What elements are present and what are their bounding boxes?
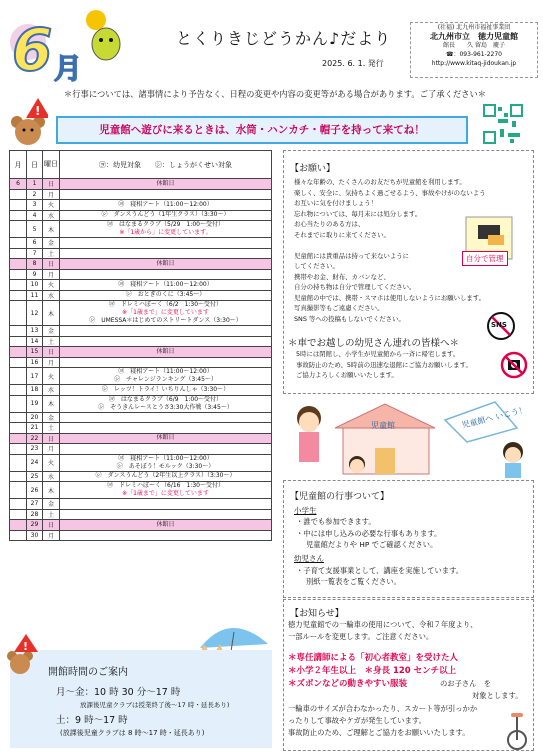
month-cell (10, 221, 27, 238)
hours-saturday: 土：9 時～17 時 (56, 715, 128, 726)
weekday-cell: 金 (43, 412, 60, 423)
weekday-cell: 日 (43, 520, 60, 531)
event-cell (60, 248, 272, 259)
weekday-cell: 金 (43, 499, 60, 510)
request-line: 児童館の中では、携帯・スマホは使用しないようにお願いします。 (294, 293, 486, 302)
calendar-row (10, 357, 272, 368)
events-box (283, 480, 534, 598)
event-item: 休館日 (156, 259, 175, 267)
day-cell: 15 (27, 347, 43, 358)
calendar-row (10, 368, 272, 385)
no-sns-icon (486, 311, 516, 341)
event-item: ㋵ 寝相アート（11:00～12:00） (118, 454, 213, 462)
month-cell (10, 200, 27, 211)
hours-title: 開館時間のご案内 (48, 667, 128, 678)
event-cell (60, 280, 272, 291)
day-cell: 8 (27, 259, 43, 270)
event-cell (60, 347, 272, 358)
tel: ☎：093-961-2270 (446, 51, 502, 58)
calendar-row (10, 530, 272, 541)
month-cell (10, 336, 27, 347)
event-item: ㋛ あそぼう！モルック（3:30～） (116, 462, 215, 470)
news-cond2: ＊小学２年生以上 ＊身長 120 センチ以上 (288, 666, 457, 676)
calendar-row (10, 189, 272, 200)
event-cell (60, 326, 272, 337)
day-cell: 28 (27, 509, 43, 520)
weekday-cell: 水 (43, 290, 60, 301)
event-cell (60, 269, 272, 280)
month-logo (6, 6, 126, 86)
weekday-cell: 火 (43, 454, 60, 471)
day-cell: 27 (27, 499, 43, 510)
month-cell (10, 444, 27, 455)
event-cell (60, 221, 272, 238)
event-cell (60, 259, 272, 270)
request-line: 楽しく、安全に、気持ちよく過ごせるよう、事故やけがのないよう (294, 188, 486, 197)
month-cell (10, 259, 27, 270)
day-cell: 7 (27, 248, 43, 259)
calendar-row (10, 210, 272, 221)
event-cell (60, 189, 272, 200)
event-cell (60, 412, 272, 423)
request-title: 【お願い】 (290, 164, 336, 174)
month-cell (10, 471, 27, 482)
event-item: 休館日 (156, 520, 175, 528)
month-cell (10, 412, 27, 423)
event-cell (60, 179, 272, 190)
month-cell (10, 395, 27, 412)
event-item: ㋵ はなまるクラブ（5/29 1:00～受付） (107, 221, 224, 228)
news-l3: 一輪車のサイズが合わなかったり、スカート等が引っかか (288, 704, 478, 713)
weekday-cell: 月 (43, 357, 60, 368)
day-cell: 5 (27, 221, 43, 238)
qr-code-icon[interactable] (482, 103, 524, 145)
event-item: ㋵ 寝相アート（11:00～12:00） (118, 368, 213, 375)
event-item: ㋵ はなまるクラブ（6/9 1:00～受付） (108, 395, 223, 403)
day-cell: 24 (27, 454, 43, 471)
weekday-cell: 水 (43, 471, 60, 482)
events-b2: 別紙一覧表をご覧ください。 (306, 577, 401, 586)
calendar-row (10, 200, 272, 211)
calendar-row (10, 509, 272, 520)
month-cell (10, 509, 27, 520)
calendar-row (10, 238, 272, 249)
col-day: 日 (27, 151, 43, 179)
newsletter-title: とくりきじどうかん♪だより (176, 29, 392, 48)
day-cell: 26 (27, 482, 43, 499)
calendar-row (10, 336, 272, 347)
month-cell (10, 423, 27, 434)
event-cell (60, 210, 272, 221)
day-cell: 17 (27, 368, 43, 385)
day-cell: 19 (27, 395, 43, 412)
news-l4: ったりして事故やケガが発生しています。 (288, 716, 426, 725)
calendar-row (10, 444, 272, 455)
weekday-cell: 水 (43, 385, 60, 396)
schedule-notice: ＊行事については、諸事情により予告なく、日程の変更や内容の変更等がある場合があります。ご了承ください＊ (63, 89, 487, 99)
month-cell (10, 347, 27, 358)
month-cell (10, 530, 27, 541)
calendar-row (10, 482, 272, 499)
month-cell (10, 499, 27, 510)
weekday-cell: 火 (43, 368, 60, 385)
month-cell (10, 290, 27, 301)
events-baby-head: 幼児さん (294, 554, 324, 563)
calendar-row (10, 395, 272, 412)
event-note: ※「1歳まで」に変更しています (122, 309, 209, 316)
event-item: ㋛ ダンスうんどう（1年生クラス）（3:30～） (101, 211, 230, 219)
request-lines (294, 177, 486, 324)
org-sub: (社福) 北九州市福祉事業団 (437, 24, 511, 31)
event-item: 休館日 (156, 347, 175, 355)
event-item: ㋛ ぞうきんレースとうさ3:30大作戦（3:45～） (98, 403, 233, 411)
request-line: 自分の持ち物は自分で管理してください。 (294, 283, 416, 291)
month-cell (10, 210, 27, 221)
weekday-cell: 月 (43, 444, 60, 455)
car-title: ＊車でお越しの幼児さん連れの皆様へ＊ (288, 338, 460, 349)
calendar-row (10, 520, 272, 531)
news-cond3: ＊ズボンなどの動きやすい服装 (288, 679, 408, 689)
events-p3: 児童館だよりや HP でご確認ください。 (306, 540, 438, 549)
news-cond3b: のお子さん を (440, 679, 492, 688)
event-cell (60, 238, 272, 249)
request-line (294, 240, 486, 251)
event-cell (60, 482, 272, 499)
day-cell: 10 (27, 280, 43, 291)
event-cell (60, 471, 272, 482)
events-title: 【児童館の行事ついて】 (290, 492, 390, 502)
day-cell: 22 (27, 433, 43, 444)
url: http://www.kitaq-jidoukan.jp (431, 60, 517, 67)
weekday-cell: 木 (43, 395, 60, 412)
reminder-banner: 児童館へ遊びに来るときは、水筒・ハンカチ・帽子を持って来てね！ (56, 116, 468, 144)
month-cell (10, 385, 27, 396)
calendar-row (10, 259, 272, 270)
event-item: ㋛ レッツ！トライ！いちりんしゃ（3:30～） (101, 385, 230, 393)
car-line: ご協力よろしくお願いいたします。 (296, 371, 398, 379)
event-item: ㋛ ダンスうんどう（2年生以上クラス）（3:30～） (95, 472, 236, 480)
event-item: ㋛ チャレンジランキング（3:45～） (114, 376, 217, 383)
self-manage-badge: 自分で管理 (462, 251, 508, 266)
request-line: してください。 (294, 262, 339, 270)
event-cell (60, 454, 272, 471)
legend (60, 151, 272, 179)
request-line: それまでに取りに来てください。 (294, 230, 390, 239)
issue-date: 2025. 6. 1. 発行 (322, 59, 384, 68)
weekday-cell: 土 (43, 336, 60, 347)
event-item: 休館日 (156, 434, 175, 442)
news-l1: 徳力児童館での一輪車の使用について、令和７年度より、 (288, 620, 478, 629)
event-note: ※「1歳から」に変更しています。 (119, 229, 212, 236)
month-cell (10, 280, 27, 291)
day-cell: 4 (27, 210, 43, 221)
event-cell (60, 301, 272, 326)
org-info (410, 22, 538, 78)
calendar-row (10, 301, 272, 326)
day-cell: 2 (27, 189, 43, 200)
calendar-row (10, 280, 272, 291)
weekday-cell: 火 (43, 200, 60, 211)
day-cell: 3 (27, 200, 43, 211)
svg-text:月: 月 (54, 52, 83, 85)
weekday-cell: 土 (43, 423, 60, 434)
event-item: ㋵ ドレミハぼーく（6/2 1:30～受付） (108, 301, 223, 308)
weekday-cell: 木 (43, 482, 60, 499)
request-line: 児童館には貴重品は持って来ないように (294, 251, 410, 260)
request-line: 様々な年齢の、たくさんのお友だちが児童館を利用します。 (294, 178, 466, 186)
event-cell (60, 395, 272, 412)
calendar-row (10, 499, 272, 510)
svg-text:!: ! (23, 640, 29, 653)
building-sign: 児童館 (371, 421, 395, 430)
day-cell: 29 (27, 520, 43, 531)
weekday-cell: 日 (43, 347, 60, 358)
event-cell (60, 200, 272, 211)
calendar-row (10, 385, 272, 396)
calendar-row (10, 412, 272, 423)
weekday-cell: 金 (43, 326, 60, 337)
weekday-cell: 火 (43, 280, 60, 291)
month-cell (10, 368, 27, 385)
month-cell (10, 326, 27, 337)
day-cell: 6 (27, 238, 43, 249)
day-cell: 16 (27, 357, 43, 368)
day-cell: 23 (27, 444, 43, 455)
bear-alert-icon (4, 634, 38, 674)
unicycle-icon (502, 710, 532, 750)
event-cell (60, 433, 272, 444)
weekday-cell: 日 (43, 259, 60, 270)
event-cell (60, 290, 272, 301)
calendar-row (10, 221, 272, 238)
event-cell (60, 499, 272, 510)
day-cell: 9 (27, 269, 43, 280)
calendar-row (10, 290, 272, 301)
weekday-cell: 月 (43, 189, 60, 200)
day-cell: 25 (27, 471, 43, 482)
col-weekday: 曜日 (43, 151, 60, 179)
news-cond1: ＊専任講師による「初心者教室」を受けた人 (288, 653, 459, 663)
svg-text:6: 6 (12, 16, 53, 84)
car-lines (296, 349, 472, 381)
request-box (283, 150, 534, 394)
news-box (283, 599, 534, 751)
event-note: ※「1歳まで」に変更しています (122, 490, 209, 497)
weekday-cell: 日 (43, 179, 60, 190)
event-cell (60, 509, 272, 520)
event-item: ㋵ ドレミハぼーく（6/16 1:30～受付） (107, 482, 224, 489)
event-cell (60, 336, 272, 347)
calendar-row (10, 423, 272, 434)
request-line: お心当たりのある方は、 (294, 220, 365, 228)
day-cell: 20 (27, 412, 43, 423)
event-cell (60, 444, 272, 455)
month-cell (10, 269, 27, 280)
month-cell (10, 189, 27, 200)
event-cell (60, 368, 272, 385)
month-cell (10, 301, 27, 326)
calendar-table (9, 150, 272, 541)
events-p2: ・中には申し込みの必要な行事もあります。 (296, 529, 442, 538)
request-line: SNS 等への投稿もしないでください。 (294, 314, 405, 323)
children-illustration (285, 398, 535, 478)
news-l2: 一部ルールを変更します。ご注意ください。 (288, 632, 434, 641)
day-cell: 12 (27, 301, 43, 326)
event-item: 休館日 (156, 179, 175, 187)
car-line: 事故防止のため、5時前の迅速な退館にご協力お願いします。 (296, 360, 472, 369)
weekday-cell: 日 (43, 433, 60, 444)
opening-hours (10, 640, 272, 748)
day-cell: 11 (27, 290, 43, 301)
news-l5: 事故防止のため、ご理解とご協力をお願いいたします。 (288, 728, 470, 737)
weekday-cell: 木 (43, 221, 60, 238)
bear-icon (8, 96, 48, 146)
event-cell (60, 385, 272, 396)
events-primary-head: 小学生 (294, 506, 317, 515)
director: 館長 久 留島 慶子 (443, 42, 505, 49)
request-line: 写真撮影等もご遠慮ください。 (294, 304, 384, 312)
org-name: 北九州市立 徳力児童館 (430, 32, 518, 41)
col-month: 月 (10, 151, 27, 179)
month-cell (10, 238, 27, 249)
svg-text:!: ! (35, 104, 41, 118)
news-target: 対象とします。 (472, 691, 523, 700)
events-p1: ・誰でも参加できます。 (296, 517, 376, 526)
legend-primary: ㋛：しょうがくせい対象 (155, 160, 232, 169)
event-item: ㋛ おとぎのくに（3:45～） (125, 291, 206, 299)
car-line: 5時には閉館し、小学生が児童館から一斉に帰宅します。 (296, 350, 460, 358)
hours-weekday-note: 放課後児童クラブは授業終了後～17 時・延長あり) (80, 701, 230, 709)
request-line: 携帯やお金、財布、カバンなど、 (294, 272, 390, 281)
month-cell (10, 357, 27, 368)
calendar-row (10, 248, 272, 259)
day-cell: 30 (27, 530, 43, 541)
event-cell (60, 520, 272, 531)
calendar-row (10, 433, 272, 444)
event-item: ㋵ 寝相アート（11:00～12:00） (118, 200, 213, 208)
request-line: 忘れ物については、毎月末には処分します。 (294, 209, 422, 218)
month-cell (10, 433, 27, 444)
calendar-row (10, 326, 272, 337)
event-item: ㋵ 寝相アート（11:00～12:00） (118, 280, 213, 288)
month-cell: 6 (10, 179, 27, 190)
day-cell: 18 (27, 385, 43, 396)
event-cell (60, 357, 272, 368)
month-cell (10, 520, 27, 531)
event-cell (60, 530, 272, 541)
month-cell (10, 454, 27, 471)
calendar-row (10, 347, 272, 358)
weekday-cell: 水 (43, 210, 60, 221)
weekday-cell: 月 (43, 530, 60, 541)
month-cell (10, 248, 27, 259)
weekday-cell: 月 (43, 269, 60, 280)
day-cell: 1 (27, 179, 43, 190)
events-b1: ・子育て支援事業として、講座を実施しています。 (296, 566, 464, 575)
month-cell (10, 482, 27, 499)
day-cell: 14 (27, 336, 43, 347)
news-title: 【お知らせ】 (290, 609, 344, 619)
hours-saturday-note: (放課後児童クラブは 8 時～17 時・延長あり) (60, 729, 205, 737)
request-line: お互いに気を付けましょう！ (294, 199, 378, 207)
calendar-row (10, 269, 272, 280)
lets-go-sign: 児童館へ いこう！ (460, 405, 528, 430)
no-phone-icon (500, 351, 528, 379)
calendar-row (10, 179, 272, 190)
calendar-row (10, 471, 272, 482)
event-cell (60, 423, 272, 434)
event-item: ㋛ UMESSA＊はじめてのストリートダンス（3:30～） (89, 317, 242, 324)
weekday-cell: 金 (43, 238, 60, 249)
hours-weekday: 月～金：10 時 30 分～17 時 (56, 687, 181, 698)
weekday-cell: 土 (43, 509, 60, 520)
weekday-cell: 木 (43, 301, 60, 326)
day-cell: 13 (27, 326, 43, 337)
calendar-row (10, 454, 272, 471)
legend-baby: ㋵：幼児対象 (99, 160, 141, 169)
sns-label: SNS (491, 321, 507, 329)
weekday-cell: 土 (43, 248, 60, 259)
day-cell: 21 (27, 423, 43, 434)
